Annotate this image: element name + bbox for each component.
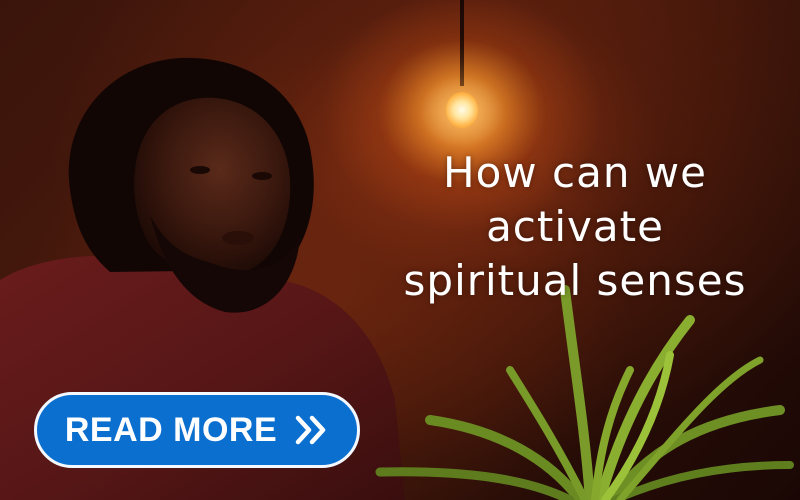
read-more-button[interactable] [34,392,360,468]
headline-line-2: activate [486,202,664,251]
headline-line-3: spiritual senses [403,256,747,305]
read-more-label: READ MORE [64,410,278,449]
headline-line-1: How can we [443,148,707,197]
double-chevron-right-icon [295,415,329,445]
bulb-cord [460,0,464,86]
light-bulb-icon [446,92,478,128]
headline [370,146,780,308]
